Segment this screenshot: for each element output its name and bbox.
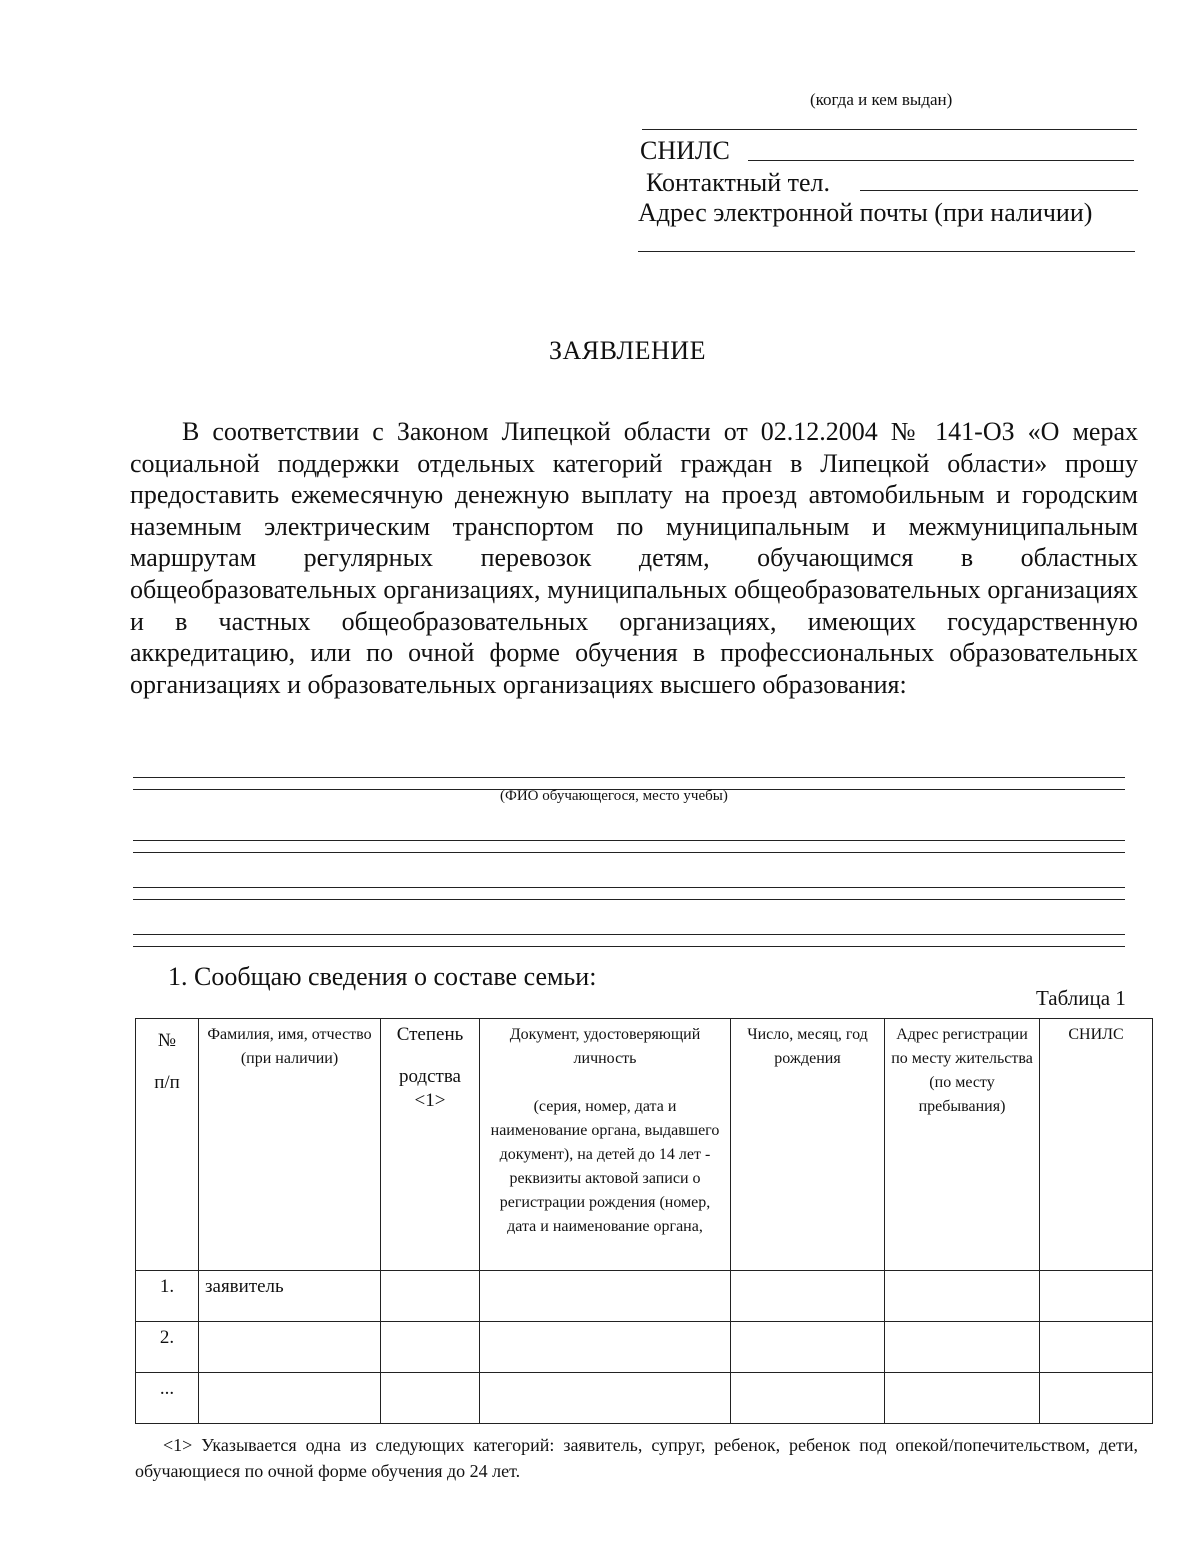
row-birth[interactable] — [731, 1373, 885, 1424]
student-field-line-2[interactable] — [133, 840, 1125, 841]
row-birth[interactable] — [731, 1322, 885, 1373]
table-header-row — [136, 1019, 1153, 1271]
col-fio-label: Фамилия, имя, отчество (при наличии) — [207, 1026, 372, 1067]
col-birth-header — [731, 1019, 885, 1271]
row-address[interactable] — [885, 1373, 1040, 1424]
row-address[interactable] — [885, 1271, 1040, 1322]
col-address-header — [885, 1019, 1040, 1271]
col-relation-bottom: родства <1> — [398, 1066, 461, 1111]
email-label: Адрес электронной почты (при наличии) — [638, 198, 1093, 227]
row-num: 2. — [136, 1322, 199, 1373]
row-relation[interactable] — [381, 1373, 480, 1424]
table-row — [136, 1373, 1153, 1424]
col-birth-label: Число, месяц, год рождения — [747, 1026, 868, 1067]
row-num: ... — [136, 1373, 199, 1424]
row-fio[interactable]: заявитель — [199, 1271, 381, 1322]
document-title: ЗАЯВЛЕНИЕ — [549, 336, 706, 365]
col-num-top: № — [157, 1030, 177, 1051]
email-field-line[interactable] — [638, 251, 1135, 252]
col-num-bottom: п/п — [154, 1072, 180, 1093]
phone-field-line[interactable] — [860, 190, 1138, 191]
row-address[interactable] — [885, 1322, 1040, 1373]
row-document[interactable] — [480, 1373, 731, 1424]
snils-label: СНИЛС — [640, 136, 730, 165]
student-caption: (ФИО обучающегося, место учебы) — [500, 788, 728, 804]
row-document[interactable] — [480, 1271, 731, 1322]
body-paragraph: В соответствии с Законом Липецкой области от 02.12.2004 № 141-ОЗ «О мерах социальной поддержки отдельных категорий граждан в Липецкой области» прошу предоставить ежемесячную денежную выплату на проезд автомобильным и городским наземным электрическим транспортом по муниципальным и межмуниципальным маршрутам регулярных перевозок детям, обучающимся в областных общеобразовательных организациях, муниципальных общеобразовательных организациях и в частных общеобразовательных организациях, имеющих государственную аккредитацию, или по очной форме обучения в профессиональных образовательных организациях и образовательных организациях высшего образования: — [130, 417, 1138, 699]
row-relation[interactable] — [381, 1271, 480, 1322]
col-document-bottom: (серия, номер, дата и наименование органа, выдавшего документ), на детей до 14 лет - реквизиты актовой записи о регистрации рождения (номер, дата и наименование органа, — [490, 1098, 720, 1235]
col-snils-label: СНИЛС — [1068, 1026, 1124, 1043]
col-num-header — [136, 1019, 199, 1271]
issued-line — [642, 129, 1137, 130]
application-body — [130, 416, 1138, 700]
student-field-line-1[interactable] — [133, 777, 1125, 778]
family-table — [135, 1018, 1153, 1424]
issued-caption: (когда и кем выдан) — [810, 90, 953, 109]
student-field-line-4[interactable] — [133, 887, 1125, 888]
footnote — [135, 1432, 1138, 1484]
col-document-header — [480, 1019, 731, 1271]
col-document-top: Документ, удостоверяющий личность — [509, 1026, 701, 1067]
row-document[interactable] — [480, 1322, 731, 1373]
row-fio[interactable] — [199, 1322, 381, 1373]
row-snils[interactable] — [1040, 1373, 1153, 1424]
table-row — [136, 1322, 1153, 1373]
row-fio[interactable] — [199, 1373, 381, 1424]
row-relation[interactable] — [381, 1322, 480, 1373]
student-field-line-6[interactable] — [133, 934, 1125, 935]
snils-field-line[interactable] — [748, 160, 1134, 161]
col-relation-top: Степень — [396, 1024, 464, 1045]
col-fio-header — [199, 1019, 381, 1271]
row-snils[interactable] — [1040, 1322, 1153, 1373]
footnote-text: <1> Указывается одна из следующих категорий: заявитель, супруг, ребенок, ребенок под опекой/попечительством, дети, обучающиеся по очной форме обучения до 24 лет. — [135, 1435, 1138, 1481]
student-field-line-7[interactable] — [133, 946, 1125, 947]
row-birth[interactable] — [731, 1271, 885, 1322]
table-row — [136, 1271, 1153, 1322]
table-label: Таблица 1 — [1036, 986, 1126, 1010]
col-address-label: Адрес регистрации по месту жительства (по месту пребывания) — [891, 1026, 1033, 1115]
phone-label: Контактный тел. — [646, 168, 831, 197]
col-relation-header — [381, 1019, 480, 1271]
student-field-line-3[interactable] — [133, 852, 1125, 853]
student-field-line-5[interactable] — [133, 899, 1125, 900]
col-snils-header — [1040, 1019, 1153, 1271]
section-1-heading: 1. Сообщаю сведения о составе семьи: — [168, 962, 597, 991]
row-snils[interactable] — [1040, 1271, 1153, 1322]
row-num: 1. — [136, 1271, 199, 1322]
